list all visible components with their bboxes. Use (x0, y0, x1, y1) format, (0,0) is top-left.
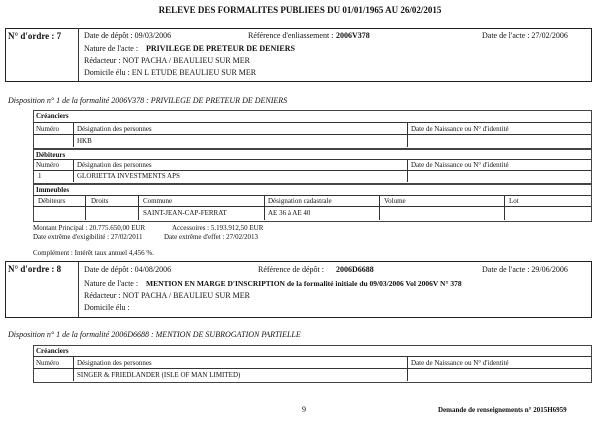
divider (73, 122, 74, 147)
divider (379, 195, 380, 220)
col-debiteurs: Débiteurs (38, 197, 66, 205)
date-acte: Date de l'acte : 29/06/2006 (482, 265, 568, 274)
debiteurs-label: Débiteurs (36, 151, 66, 159)
divider (33, 134, 591, 135)
creanciers-label: Créanciers (36, 112, 69, 120)
montant-accessoires: Accessoires : 5.193.912,50 EUR (172, 224, 264, 232)
date-depot: Date de dépôt : 09/03/2006 (84, 31, 172, 40)
divider (264, 195, 265, 220)
ordre-label: N° d'ordre : 7 (8, 31, 62, 41)
divider (73, 159, 74, 182)
col-date-naissance: Date de Naissance ou N° d'identité (411, 125, 509, 133)
nature-label: Nature de l'acte : (84, 44, 139, 53)
col-commune: Commune (143, 197, 173, 205)
table-cell-commune: SAINT-JEAN-CAP-FERRAT (143, 209, 227, 217)
col-designation: Désignation des personnes (77, 359, 152, 367)
ordre-label: N° d'ordre : 8 (8, 264, 62, 274)
montant-principal: Montant Principal : 20.775.650,00 EUR (33, 224, 146, 232)
col-droits: Droits (91, 197, 109, 205)
divider (78, 28, 79, 82)
disposition-title: Disposition n° 1 de la formalité 2006V378 : PRIVILEGE DE PRETEUR DE DENIERS (8, 96, 288, 105)
col-lot: Lot (509, 197, 519, 205)
divider (33, 159, 591, 160)
divider (33, 170, 591, 171)
col-designation: Désignation des personnes (77, 161, 152, 169)
redacteur: Rédacteur : NOT PACHA / BEAULIEU SUR MER (84, 56, 250, 65)
reference-value: 2006D6688 (336, 265, 374, 274)
divider (407, 356, 408, 381)
col-designation-cadastrale: Désignation cadastrale (268, 197, 332, 205)
date-exigibilite: Date extrême d'exigibilité : 27/02/2011 (33, 233, 143, 241)
date-effet: Date extrême d'effet : 27/02/2013 (164, 233, 259, 241)
nature-value: PRIVILEGE DE PRETEUR DE DENIERS (146, 44, 295, 53)
redacteur: Rédacteur : NOT PACHA / BEAULIEU SUR MER (84, 291, 250, 300)
table-cell-numero: 1 (38, 172, 42, 180)
col-date-naissance: Date de Naissance ou N° d'identité (411, 161, 509, 169)
demande-renseignements: Demande de renseignements n° 2015H6959 (438, 406, 567, 414)
creanciers-label: Créanciers (36, 347, 69, 355)
page-number: 9 (302, 405, 306, 414)
reference-label: Référence de dépôt : (258, 265, 324, 274)
reference-label: Référence d'enliassement : (248, 31, 334, 40)
table-cell-cadastre: AE 36 à AE 40 (268, 209, 311, 217)
divider (407, 159, 408, 182)
immeubles-label: Immeubles (36, 186, 70, 194)
divider (504, 195, 505, 220)
col-volume: Volume (384, 197, 406, 205)
divider (73, 356, 74, 381)
col-designation: Désignation des personnes (77, 125, 152, 133)
divider (33, 356, 591, 357)
col-numero: Numéro (36, 125, 59, 133)
disposition-title: Disposition n° 1 de la formalité 2006D6688 : MENTION DE SUBROGATION PARTIELLE (8, 330, 301, 339)
divider (33, 122, 591, 123)
divider (33, 206, 591, 207)
divider (138, 195, 139, 220)
complement: Complément : Intérêt taux annuel 4,456 %. (33, 249, 154, 257)
table-cell-designation: GLORIETTA INVESTMENTS APS (77, 172, 180, 180)
col-numero: Numéro (36, 359, 59, 367)
col-date-naissance: Date de Naissance ou N° d'identité (411, 359, 509, 367)
nature-value: MENTION EN MARGE D'INSCRIPTION de la formalité initiale du 09/03/2006 Vol 2006V N° 378 (146, 279, 462, 288)
col-numero: Numéro (36, 161, 59, 169)
page-title: RELEVE DES FORMALITES PUBLIEES DU 01/01/1965 AU 26/02/2015 (158, 5, 442, 15)
divider (85, 195, 86, 220)
domicile-elu: Domicile élu : (84, 303, 130, 312)
nature-label: Nature de l'acte : (84, 279, 139, 288)
divider (78, 261, 79, 318)
divider (33, 368, 591, 369)
table-cell-designation: HKB (77, 137, 92, 145)
reference-value: 2006V378 (336, 31, 370, 40)
domicile-elu: Domicile élu : EN L ETUDE BEAULIEU SUR MER (84, 68, 257, 77)
date-depot: Date de dépôt : 04/08/2006 (84, 265, 172, 274)
divider (407, 122, 408, 147)
date-acte: Date de l'acte : 27/02/2006 (482, 31, 568, 40)
table-cell-designation: SINGER & FRIEDLANDER (ISLE OF MAN LIMITED) (77, 371, 241, 379)
divider (33, 195, 591, 196)
